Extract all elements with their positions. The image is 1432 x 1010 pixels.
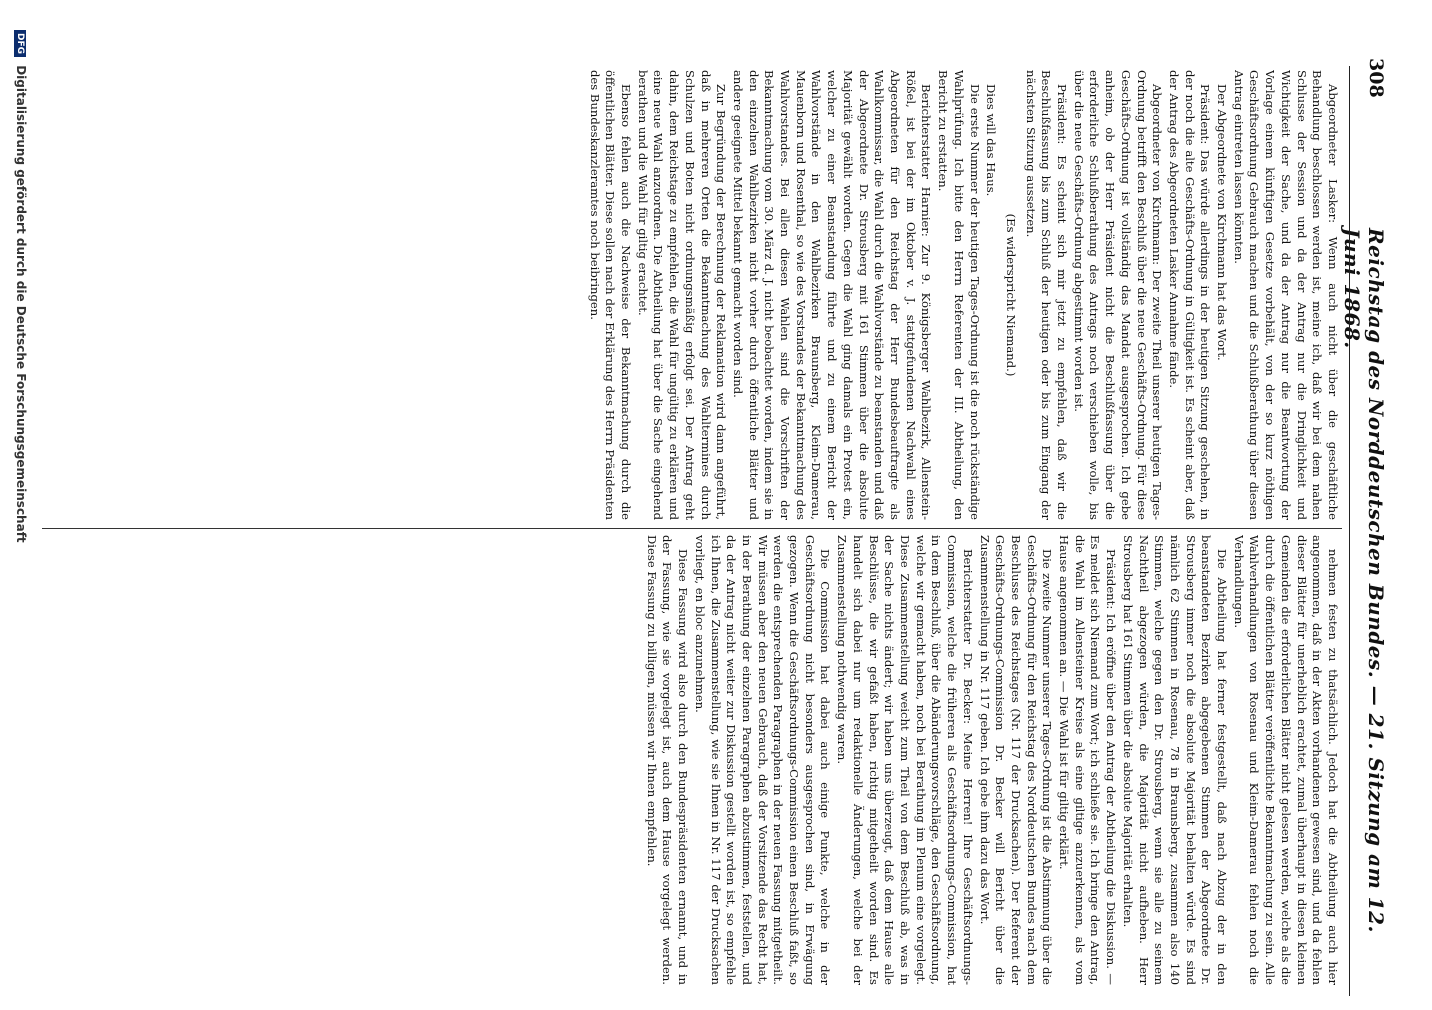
paragraph: Die zweite Nummer unserer Tages-Ordnung ist die Abstimmung über die Geschäfts-Ordnung für den Reichstag des Norddeutschen Bundes nach dem Beschlusse des Reichstages (Nr. 117 der Drucksachen). Der Referent der Geschäfts-Ordnungs-Commission Dr. Becker will Bericht über die Zusammenstellung in Nr. 117 geben. Ich gebe ihm dazu das Wort. [977,535,1055,985]
paragraph: Präsident: Es scheint sich mir jetzt zu empfehlen, daß wir die Beschlußfassung bis zum Schluß der heutigen oder bis zum Eingang der nächsten Sitzung aussetzen. [1023,70,1070,520]
running-head [1340,58,1388,938]
digitization-credit [14,30,28,1010]
paragraph: Der Abgeordnete von Kirchmann hat das Wort. [1215,84,1230,361]
paragraph: Abgeordneter von Kirchmann: Der zweite Theil unserer heutigen Tages-Ordnung betrifft den Beschluß über die neue Geschäfts-Ordnung. Für diese Geschäfts-Ordnung ist vollständig das Mandat ausgesprochen. Ich gebe anheim, ob der Herr Präsident nicht die Beschlußfassung über die erforderliche Schlußberathung des Antrags noch verschieben wolle, bis über die neue Geschäfts-Ordnung abgestimmt worden ist. [1071,70,1165,520]
paragraph: Zur Begründung der Berechnung der Reklamation wird dann angeführt, daß in mehreren Orten die Bekanntmachung des Wahltermines durch Schulzen und Boten nicht ordnungsmäßig erfolgt sei. Der Antrag geht dahin, dem Reichstage zu empfehlen, die Wahl für ungültig zu erklären und eine neue Wahl anzuordnen. Die Abtheilung hat über die Sache eingehend berathen und die Wahl für giltig erachtet. [635,70,729,520]
paragraph: Die Abtheilung hat ferner festgestellt, daß nach Abzug der in den beanstandeten Bezirken abgegebenen Stimmen der Abgeordnete Dr. Strousberg immer noch die absolute Majorität behalten würde. Es sind nämlich 62 Stimmen in Rosenau, 78 in Braunsberg, zusammen also 140 Stimmen, welche gegen den Dr. Strousberg, wenn sie alle zu seinem Nachtheil abgezogen würden, die Majorität nicht aufheben. Herr Strousberg hat 161 Stimmen über die absolute Majorität erhalten. [1120,535,1230,985]
right-column [40,535,1340,985]
paragraph: Präsident: Das würde allerdings in der heutigen Sitzung geschehen, in der noch die alte Geschäfts-Ordnung in Gültigkeit ist. Es scheint aber, daß der Antrag des Abgeordneten Lasker Annahme fände. [1166,70,1213,520]
paragraph: nehmen festen zu thatsächlich. Jedoch hat die Abtheilung auch hier angenommen, daß in der Akten vorhandenen gewesen sind, und da fehlen dieser Blätter für unerheblich erachtet, zumal überhaupt in diesen kleinen Gemeinden die erforderlichen Blätter nicht gelesen werden, welche als die durch die öffentlichen Blätter veröffentlichte Bekanntmachung zu sein. Alle Wahlverhandlungen von Rosenau und Kleim-Damerau fehlen noch die Verhandlungen. [1231,535,1340,985]
header-rule [1349,66,1350,996]
page-title: Reichstag des Norddeutschen Bundes. — 21. Sitzung am 12. Juni 1868. [1340,228,1388,933]
paragraph: Die erste Nummer der heutigen Tages-Ordnung ist die noch rückständige Wahlprüfung. Ich bitte den Herrn Referenten der III. Abtheilung, den Bericht zu erstatten. [936,70,982,520]
page-number: 308 [1365,58,1387,98]
dfg-logo: DFG [15,30,27,57]
paragraph: Ebenso fehlen auch die Nachweise der Bekanntmachung durch die öffentlichen Blätter. Diese sollen nach der Erklärung des Herrn Präsidenten des Bundeskanzleramtes noch beibringen. [587,70,634,520]
paragraph: Berichterstatter Dr. Becker: Meine Herren! Ihre Geschäftsordnungs-Commission, welche die früheren als Geschäftsordnungs-Commission, hat in dem Beschluß, über die Abänderungsvorschläge, den Geschäftsordnung, welche wir gemacht haben, noch bei Berathung im Plenum eine vorgelegt. Diese Zusammenstellung weicht zum Theil von dem Beschluß ab, was in der Sache nichts ändert; wir haben uns überzeugt, daß dem Hause alle Beschlüsse, die wir gefaßt haben, richtig mitgetheilt worden sind. Es handelt sich dabei nur um redaktionelle Änderungen, welche bei der Zusammenstellung nothwendig waren. [835,535,975,985]
column-divider [42,528,1342,529]
credit-text: Digitalisierung gefördert durch die Deutsche Forschungsgemeinschaft [14,65,28,543]
paragraph: (Es widerspricht Niemand.) [1003,213,1018,377]
paragraph: Berichterstatter Harnier: Zur 9. Königsberger Wahlbezirk, Allenstein-Rößel, ist bei der im Oktober v. J. stattgefundenen Nachwahl eines Abgeordneten für den Reichstag der Herr Bundesbeauftragte als Wahlkommissar, die Wahl durch die Wahlvorstände zu beanstanden und daß der Abgeordnete Dr. Strousberg mit 161 Stimmen über die absolute Majorität gewählt worden. Gegen die Wahl ging damals ein Protest ein, welcher zu einer Beanstandung führte und zu einem Bericht der Wahlvorstände in den Wahlbezirken Braunsberg, Kleim-Damerau, Mauenborn und Rosenthal, so wie des Vorstandes der Bekanntmachung des Wahlvorstandes. Bei allen diesen Wahlen sind die Vorschriften der Bekanntmachung vom 30. März d. J. nicht beobachtet worden, indem sie in den einzelnen Wahlbezirken nicht vorher durch öffentliche Blätter und andere geeignete Mittel bekannt gemacht worden sind. [730,70,934,520]
paragraph: Dies will das Haus. [984,84,999,197]
paragraph: Präsident: Ich eröffne über den Antrag der Abtheilung die Diskussion. — Es meldet sich Niemand zum Wort; ich schließe sie. Ich bringe den Antrag, die Wahl im Allensteiner Kreise als eine giltige anzuerkennen, als vom Hause angenommen an. — Die Wahl ist für giltig erklärt. [1057,535,1119,985]
paragraph: Abgeordneter Lasker: Wenn auch nicht über die geschäftliche Behandlung beschlossen werden ist, meine ich, daß wir bei dem nahen Schlusse der Session und da der Antrag nur die Dringlichkeit und Wichtigkeit der Sache, und da der Antrag nur die Beantwortung der Vorlage einem künftigen Gesetze vorbehält, von der so kurz nöthigen Geschäftsordnung Gebrauch machen und die Schlußberathung über diesen Antrag eintreten lassen könnten. [1231,70,1340,520]
left-column [40,70,1340,520]
paragraph: Die Commission hat dabei auch einige Punkte, welche in der Geschäftsordnung nicht besonders ausgesprochen sind, in Erwägung gezogen. Wenn die Geschäftsordnungs-Commission einen Beschluß faßt, so werden die entsprechenden Paragraphen in der neuen Fassung mitgetheilt. Wir müssen aber den neuen Gebrauch, daß der Vorsitzende das Recht hat, in der Berathung der einzelnen Paragraphen abzustimmen, feststellen, und da der Antrag nicht weiter zur Diskussion gestellt worden ist, so empfehle ich Ihnen, die Zusammenstellung, wie sie Ihnen in Nr. 117 der Drucksachen vorliegt, en bloc anzunehmen. [692,535,833,985]
paragraph: Diese Fassung wird also durch den Bundespräsidenten ernannt, und in der Fassung, wie sie vorgelegt ist, auch dem Hause vorgelegt werden. Diese Fassung zu billigen, müssen wir Ihnen empfehlen. [644,535,691,985]
